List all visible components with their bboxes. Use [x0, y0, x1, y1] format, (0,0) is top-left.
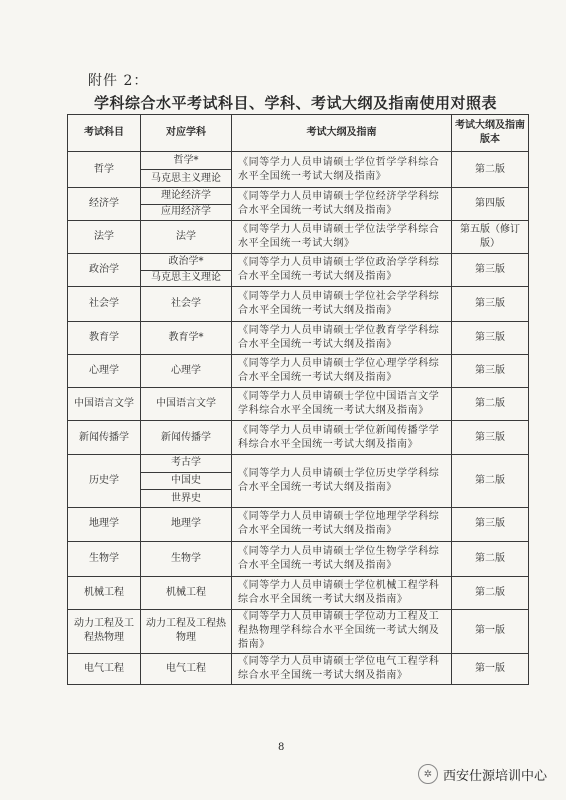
table-body	[68, 152, 529, 685]
cell-discipline: 马克思主义理论	[141, 170, 232, 188]
cell-version: 第二版	[452, 541, 529, 576]
table-row	[68, 421, 529, 455]
cell-subject: 社会学	[68, 287, 141, 322]
table-row	[68, 541, 529, 576]
cell-version: 第三版	[452, 322, 529, 355]
cell-subject: 法学	[68, 221, 141, 254]
cell-discipline: 新闻传播学	[141, 421, 232, 455]
page-number: 8	[278, 742, 285, 753]
cell-version: 第三版	[452, 355, 529, 388]
cell-guide: 《同等学力人员申请硕士学位中国语言文学学科综合水平全国统一考试大纲及指南》	[232, 388, 452, 421]
cell-guide: 《同等学力人员申请硕士学位机械工程学科综合水平全国统一考试大纲及指南》	[232, 576, 452, 609]
cell-discipline: 生物学	[141, 541, 232, 576]
cell-guide: 《同等学力人员申请硕士学位心理学学科综合水平全国统一考试大纲及指南》	[232, 355, 452, 388]
cell-subject: 经济学	[68, 188, 141, 221]
cell-discipline: 世界史	[141, 490, 232, 508]
table-row	[68, 653, 529, 684]
cell-subject: 心理学	[68, 355, 141, 388]
cell-discipline: 中国语言文学	[141, 388, 232, 421]
cell-guide: 《同等学力人员申请硕士学位生物学学科综合水平全国统一考试大纲及指南》	[232, 541, 452, 576]
cell-guide: 《同等学力人员申请硕士学位教育学学科综合水平全国统一考试大纲及指南》	[232, 322, 452, 355]
watermark-text: 西安仕源培训中心	[443, 768, 548, 784]
table-row	[68, 507, 529, 541]
cell-discipline: 电气工程	[141, 653, 232, 684]
cell-discipline: 地理学	[141, 507, 232, 541]
cell-subject: 哲学	[68, 152, 141, 188]
table-row	[68, 254, 529, 271]
cell-subject: 政治学	[68, 254, 141, 287]
cell-version: 第三版	[452, 507, 529, 541]
table-header-row	[68, 115, 529, 152]
cell-version: 第一版	[452, 609, 529, 653]
cell-subject: 教育学	[68, 322, 141, 355]
cell-guide: 《同等学力人员申请硕士学位电气工程学科综合水平全国统一考试大纲及指南》	[232, 653, 452, 684]
cell-guide: 《同等学力人员申请硕士学位法学学科综合水平全国统一考试大纲》	[232, 221, 452, 254]
cell-discipline: 理论经济学	[141, 188, 232, 205]
cell-subject: 生物学	[68, 541, 141, 576]
cell-discipline: 社会学	[141, 287, 232, 322]
cell-guide: 《同等学力人员申请硕士学位经济学学科综合水平全国统一考试大纲及指南》	[232, 188, 452, 221]
table-row	[68, 188, 529, 205]
cell-discipline: 心理学	[141, 355, 232, 388]
header-guide: 考试大纲及指南	[232, 115, 452, 152]
cell-version: 第五版（修订版）	[452, 221, 529, 254]
cell-version: 第一版	[452, 653, 529, 684]
table-row	[68, 322, 529, 355]
table-row	[68, 576, 529, 609]
reference-table	[67, 114, 529, 685]
cell-guide: 《同等学力人员申请硕士学位社会学学科综合水平全国统一考试大纲及指南》	[232, 287, 452, 322]
cell-discipline: 哲学*	[141, 152, 232, 170]
table-row	[68, 609, 529, 653]
cell-version: 第二版	[452, 152, 529, 188]
watermark	[418, 764, 547, 784]
table-row	[68, 355, 529, 388]
cell-subject: 电气工程	[68, 653, 141, 684]
cell-guide: 《同等学力人员申请硕士学位新闻传播学学科综合水平全国统一考试大纲及指南》	[232, 421, 452, 455]
cell-subject: 历史学	[68, 455, 141, 508]
cell-discipline: 教育学*	[141, 322, 232, 355]
cell-guide: 《同等学力人员申请硕士学位政治学学科综合水平全国统一考试大纲及指南》	[232, 254, 452, 287]
cell-discipline: 中国史	[141, 472, 232, 490]
cell-version: 第二版	[452, 576, 529, 609]
header-discipline: 对应学科	[141, 115, 232, 152]
cell-version: 第二版	[452, 388, 529, 421]
document-title: 学科综合水平考试科目、学科、考试大纲及指南使用对照表	[94, 94, 498, 112]
cell-discipline: 法学	[141, 221, 232, 254]
table-row	[68, 455, 529, 473]
cell-discipline: 政治学*	[141, 254, 232, 271]
cell-version: 第二版	[452, 455, 529, 508]
header-subject: 考试科目	[68, 115, 141, 152]
wechat-icon: ✲	[418, 764, 438, 784]
cell-guide: 《同等学力人员申请硕士学位地理学学科综合水平全国统一考试大纲及指南》	[232, 507, 452, 541]
cell-version: 第三版	[452, 254, 529, 287]
table-row	[68, 287, 529, 322]
cell-version: 第四版	[452, 188, 529, 221]
cell-discipline: 机械工程	[141, 576, 232, 609]
cell-guide: 《同等学力人员申请硕士学位动力工程及工程热物理学科综合水平全国统一考试大纲及指南》	[232, 609, 452, 653]
cell-discipline: 动力工程及工程热物理	[141, 609, 232, 653]
cell-guide: 《同等学力人员申请硕士学位哲学学科综合水平全国统一考试大纲及指南》	[232, 152, 452, 188]
cell-version: 第三版	[452, 287, 529, 322]
cell-subject: 地理学	[68, 507, 141, 541]
table-row	[68, 388, 529, 421]
table-row	[68, 221, 529, 254]
table-row	[68, 152, 529, 170]
cell-subject: 中国语言文学	[68, 388, 141, 421]
cell-subject: 新闻传播学	[68, 421, 141, 455]
cell-subject: 动力工程及工程热物理	[68, 609, 141, 653]
cell-discipline: 应用经济学	[141, 204, 232, 221]
cell-subject: 机械工程	[68, 576, 141, 609]
cell-discipline: 马克思主义理论	[141, 270, 232, 287]
cell-version: 第三版	[452, 421, 529, 455]
attachment-label: 附件 2：	[88, 73, 149, 89]
header-version: 考试大纲及指南版本	[452, 115, 529, 152]
cell-discipline: 考古学	[141, 455, 232, 473]
cell-guide: 《同等学力人员申请硕士学位历史学学科综合水平全国统一考试大纲及指南》	[232, 455, 452, 508]
